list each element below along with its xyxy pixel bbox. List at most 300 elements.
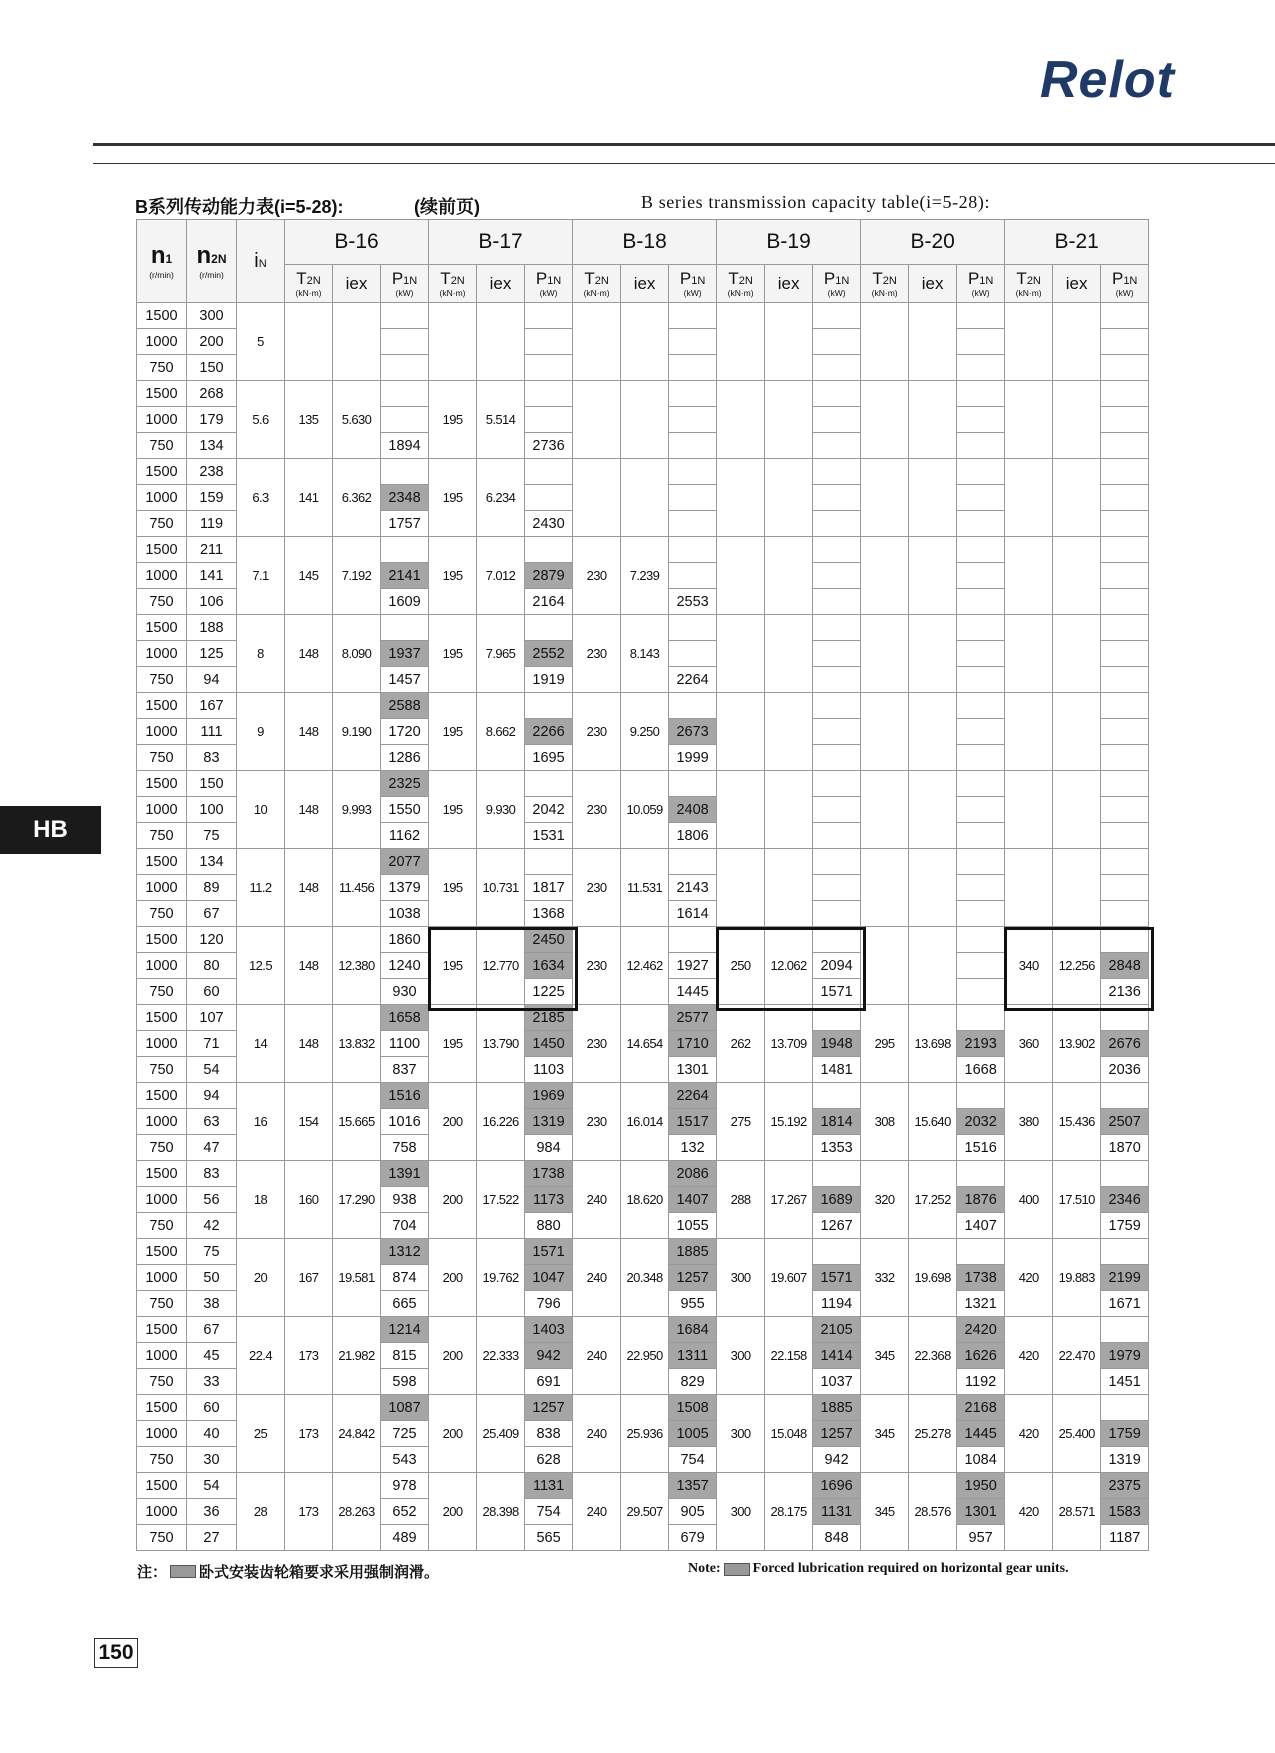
p1n-cell: 2375 [1101,1473,1149,1499]
iex-cell: 21.982 [333,1317,381,1395]
p1n-cell [669,563,717,589]
p1n-cell: 2199 [1101,1265,1149,1291]
p1n-cell: 2264 [669,1083,717,1109]
t2n-cell: 300 [717,1473,765,1551]
p1n-cell [957,797,1005,823]
t2n-cell: 173 [285,1317,333,1395]
t2n-cell [1005,849,1053,927]
t2n-cell: 148 [285,1005,333,1083]
p1n-cell [957,745,1005,771]
iex-cell [1053,303,1101,381]
n2-cell: 33 [187,1369,237,1395]
n1-cell: 750 [137,1057,187,1083]
p1n-cell: 1055 [669,1213,717,1239]
p1n-cell [1101,1161,1149,1187]
p1n-cell [1101,927,1149,953]
p1n-cell [525,615,573,641]
n2-cell: 75 [187,823,237,849]
t2n-cell: 167 [285,1239,333,1317]
p1n-cell: 1516 [957,1135,1005,1161]
p1n-cell: 1738 [957,1265,1005,1291]
p1n-cell [957,693,1005,719]
n2-cell: 67 [187,901,237,927]
n2-cell: 141 [187,563,237,589]
highlight-swatch [724,1563,750,1576]
t2n-cell: 340 [1005,927,1053,1005]
p1n-cell: 1450 [525,1031,573,1057]
p1n-cell [813,615,861,641]
p1n-cell [957,563,1005,589]
iex-header: iex [621,265,669,303]
title-cn: B系列传动能力表(i=5-28): [135,197,344,217]
t2n-cell [1005,771,1053,849]
p1n-cell: 1517 [669,1109,717,1135]
n1-cell: 1500 [137,1083,187,1109]
t2n-header: T2N (kN·m) [1005,265,1053,303]
p1n-cell: 1357 [669,1473,717,1499]
p1n-cell [525,329,573,355]
n1-cell: 750 [137,745,187,771]
ratio-cell: 14 [237,1005,285,1083]
p1n-cell: 1131 [813,1499,861,1525]
p1n-cell: 2879 [525,563,573,589]
model-header: B-19 [717,220,861,265]
p1n-cell: 1267 [813,1213,861,1239]
t2n-cell [573,381,621,459]
iex-cell: 24.842 [333,1395,381,1473]
t2n-header: T2N (kN·m) [573,265,621,303]
p1n-cell: 1860 [381,927,429,953]
n1-cell: 1500 [137,927,187,953]
table-row [137,693,1149,719]
n2-cell: 150 [187,355,237,381]
table-row [137,303,1149,329]
t2n-cell: 240 [573,1473,621,1551]
iex-cell: 7.965 [477,615,525,693]
header-rule-thin [93,163,1275,164]
iex-cell: 19.607 [765,1239,813,1317]
iex-cell: 13.698 [909,1005,957,1083]
p1n-cell: 2736 [525,433,573,459]
n2-cell: 36 [187,1499,237,1525]
iex-cell: 8.090 [333,615,381,693]
p1n-cell [813,849,861,875]
t2n-cell [717,459,765,537]
iex-cell [477,303,525,381]
p1n-cell [1101,901,1149,927]
p1n-cell: 1087 [381,1395,429,1421]
iex-cell: 17.267 [765,1161,813,1239]
n2-cell: 50 [187,1265,237,1291]
p1n-cell: 930 [381,979,429,1005]
t2n-cell [285,303,333,381]
p1n-cell [669,771,717,797]
iex-cell [333,303,381,381]
p1n-cell: 1084 [957,1447,1005,1473]
t2n-cell [717,615,765,693]
t2n-cell: 230 [573,1005,621,1083]
t2n-cell [861,849,909,927]
p1n-cell [381,355,429,381]
iex-cell: 20.348 [621,1239,669,1317]
iex-cell [909,303,957,381]
ratio-cell: 25 [237,1395,285,1473]
n1-cell: 750 [137,667,187,693]
p1n-cell [669,407,717,433]
t2n-cell: 360 [1005,1005,1053,1083]
iex-cell [1053,537,1101,615]
p1n-cell: 1403 [525,1317,573,1343]
iex-header: iex [765,265,813,303]
p1n-cell: 1407 [957,1213,1005,1239]
iex-cell: 28.263 [333,1473,381,1551]
n1-cell: 750 [137,901,187,927]
t2n-cell: 300 [717,1239,765,1317]
p1n-cell [1101,1005,1149,1031]
n1-cell: 750 [137,1525,187,1551]
p1n-cell: 1571 [525,1239,573,1265]
iex-header: iex [1053,265,1101,303]
iex-cell [765,849,813,927]
p1n-cell: 1634 [525,953,573,979]
table-row [137,1161,1149,1187]
t2n-header: T2N (kN·m) [285,265,333,303]
p1n-cell: 2036 [1101,1057,1149,1083]
p1n-cell: 1571 [813,979,861,1005]
p1n-cell: 978 [381,1473,429,1499]
iex-cell: 16.014 [621,1083,669,1161]
p1n-cell: 1626 [957,1343,1005,1369]
t2n-cell: 148 [285,927,333,1005]
p1n-cell: 1885 [813,1395,861,1421]
p1n-cell: 1311 [669,1343,717,1369]
t2n-cell: 308 [861,1083,909,1161]
p1n-cell [957,511,1005,537]
p1n-cell: 1187 [1101,1525,1149,1551]
iex-cell: 12.380 [333,927,381,1005]
p1n-cell [1101,771,1149,797]
p1n-cell: 704 [381,1213,429,1239]
p1n-cell [669,927,717,953]
p1n-cell [813,1161,861,1187]
p1n-cell [669,485,717,511]
iex-cell: 25.400 [1053,1395,1101,1473]
p1n-cell [957,615,1005,641]
p1n-cell: 1817 [525,875,573,901]
t2n-cell [717,693,765,771]
brand-logo: Relot [1040,51,1175,109]
iex-cell: 11.456 [333,849,381,927]
p1n-cell: 1684 [669,1317,717,1343]
t2n-cell [861,693,909,771]
n2-cell: 106 [187,589,237,615]
iex-cell [621,381,669,459]
t2n-cell: 345 [861,1473,909,1551]
iex-cell [909,927,957,1005]
p1n-cell [669,355,717,381]
iex-cell: 7.239 [621,537,669,615]
in-header: iN [237,220,285,303]
iex-cell: 15.436 [1053,1083,1101,1161]
p1n-cell [957,953,1005,979]
p1n-cell [669,459,717,485]
n2-cell: 200 [187,329,237,355]
n1-cell: 750 [137,589,187,615]
p1n-cell: 1937 [381,641,429,667]
table-row [137,1083,1149,1109]
n2-cell: 268 [187,381,237,407]
iex-cell: 11.531 [621,849,669,927]
ratio-cell: 20 [237,1239,285,1317]
section-tab: HB [0,806,101,854]
t2n-cell: 230 [573,537,621,615]
p1n-cell [525,459,573,485]
t2n-cell [717,303,765,381]
p1n-cell: 1257 [669,1265,717,1291]
t2n-cell: 200 [429,1161,477,1239]
iex-cell [909,381,957,459]
iex-cell: 10.059 [621,771,669,849]
iex-cell [909,693,957,771]
iex-cell [765,771,813,849]
t2n-cell: 230 [573,771,621,849]
n2-cell: 107 [187,1005,237,1031]
t2n-cell: 230 [573,693,621,771]
t2n-cell [1005,459,1053,537]
iex-cell: 28.398 [477,1473,525,1551]
p1n-cell [669,641,717,667]
p1n-cell: 984 [525,1135,573,1161]
iex-cell: 17.522 [477,1161,525,1239]
p1n-cell: 1979 [1101,1343,1149,1369]
ratio-cell: 8 [237,615,285,693]
iex-cell [909,459,957,537]
iex-cell: 7.012 [477,537,525,615]
p1n-cell: 1870 [1101,1135,1149,1161]
p1n-cell [957,1239,1005,1265]
n1-cell: 1000 [137,1421,187,1447]
t2n-cell: 148 [285,615,333,693]
n1-cell: 1000 [137,563,187,589]
n2-header: n2N (r/min) [187,220,237,303]
p1n-cell [957,927,1005,953]
t2n-cell: 148 [285,849,333,927]
p1n-cell: 628 [525,1447,573,1473]
iex-cell: 12.462 [621,927,669,1005]
p1n-cell [1101,823,1149,849]
p1n-cell: 1814 [813,1109,861,1135]
model-header: B-21 [1005,220,1149,265]
p1n-cell: 1451 [1101,1369,1149,1395]
t2n-cell: 200 [429,1395,477,1473]
p1n-cell: 1445 [669,979,717,1005]
p1n-cell [957,329,1005,355]
p1n-cell: 565 [525,1525,573,1551]
t2n-cell: 240 [573,1239,621,1317]
p1n-cell [525,485,573,511]
ratio-cell: 5.6 [237,381,285,459]
p1n-cell [1101,303,1149,329]
p1n-cell: 2676 [1101,1031,1149,1057]
n2-cell: 42 [187,1213,237,1239]
p1n-cell [1101,797,1149,823]
n1-cell: 1000 [137,1109,187,1135]
t2n-cell: 230 [573,849,621,927]
p1n-cell: 1927 [669,953,717,979]
t2n-cell [1005,693,1053,771]
iex-cell: 17.252 [909,1161,957,1239]
t2n-cell: 288 [717,1161,765,1239]
iex-header: iex [909,265,957,303]
iex-cell: 7.192 [333,537,381,615]
p1n-cell [813,771,861,797]
table-row [137,381,1149,407]
p1n-cell: 1948 [813,1031,861,1057]
p1n-cell [381,407,429,433]
n2-cell: 45 [187,1343,237,1369]
n2-cell: 40 [187,1421,237,1447]
n2-cell: 54 [187,1057,237,1083]
model-header: B-20 [861,220,1005,265]
iex-cell [765,537,813,615]
p1n-cell [1101,1083,1149,1109]
p1n-cell: 1695 [525,745,573,771]
p1n-cell: 815 [381,1343,429,1369]
iex-cell: 8.143 [621,615,669,693]
table-row [137,1317,1149,1343]
p1n-cell: 1214 [381,1317,429,1343]
t2n-cell: 195 [429,537,477,615]
p1n-header: P1N (kW) [381,265,429,303]
iex-cell: 15.665 [333,1083,381,1161]
iex-cell: 13.709 [765,1005,813,1083]
p1n-cell [381,381,429,407]
ratio-cell: 6.3 [237,459,285,537]
p1n-cell [1101,849,1149,875]
iex-cell: 22.470 [1053,1317,1101,1395]
p1n-cell [381,303,429,329]
iex-cell: 25.936 [621,1395,669,1473]
p1n-cell [1101,589,1149,615]
p1n-cell: 848 [813,1525,861,1551]
n1-cell: 750 [137,1213,187,1239]
iex-cell [1053,459,1101,537]
p1n-cell: 2507 [1101,1109,1149,1135]
iex-cell: 5.630 [333,381,381,459]
iex-cell: 15.048 [765,1395,813,1473]
p1n-cell [1101,563,1149,589]
p1n-cell: 1668 [957,1057,1005,1083]
p1n-cell [813,927,861,953]
p1n-cell [669,303,717,329]
n2-cell: 60 [187,979,237,1005]
p1n-cell: 2077 [381,849,429,875]
iex-cell: 15.192 [765,1083,813,1161]
iex-cell: 22.333 [477,1317,525,1395]
t2n-cell: 230 [573,615,621,693]
p1n-cell: 1885 [669,1239,717,1265]
p1n-cell [1101,1395,1149,1421]
p1n-cell [813,485,861,511]
iex-cell: 28.175 [765,1473,813,1551]
p1n-cell: 1301 [957,1499,1005,1525]
iex-cell: 19.762 [477,1239,525,1317]
t2n-header: T2N (kN·m) [429,265,477,303]
p1n-cell: 1240 [381,953,429,979]
p1n-cell [957,719,1005,745]
p1n-cell: 829 [669,1369,717,1395]
n1-cell: 1500 [137,693,187,719]
p1n-cell [957,771,1005,797]
p1n-cell: 1391 [381,1161,429,1187]
p1n-cell: 1571 [813,1265,861,1291]
t2n-cell [861,303,909,381]
ratio-cell: 22.4 [237,1317,285,1395]
t2n-cell: 173 [285,1395,333,1473]
iex-cell [1053,615,1101,693]
n1-cell: 1000 [137,1343,187,1369]
page-number: 150 [94,1638,138,1668]
p1n-cell [813,511,861,537]
t2n-cell: 195 [429,849,477,927]
p1n-cell [1101,459,1149,485]
p1n-cell [1101,1317,1149,1343]
n1-cell: 1500 [137,1239,187,1265]
p1n-cell [813,459,861,485]
n1-cell: 750 [137,511,187,537]
n1-cell: 1000 [137,485,187,511]
t2n-cell: 195 [429,927,477,1005]
p1n-cell: 955 [669,1291,717,1317]
iex-cell: 16.226 [477,1083,525,1161]
p1n-cell [957,667,1005,693]
p1n-cell [525,381,573,407]
iex-cell [1053,849,1101,927]
model-header: B-16 [285,220,429,265]
p1n-cell: 2086 [669,1161,717,1187]
t2n-cell: 275 [717,1083,765,1161]
p1n-cell: 1583 [1101,1499,1149,1525]
p1n-cell: 1999 [669,745,717,771]
p1n-cell [813,1239,861,1265]
p1n-cell [1101,615,1149,641]
iex-cell [765,303,813,381]
n1-cell: 1500 [137,615,187,641]
ratio-cell: 5 [237,303,285,381]
n2-cell: 63 [187,1109,237,1135]
iex-cell [1053,771,1101,849]
n1-cell: 1000 [137,719,187,745]
n2-cell: 60 [187,1395,237,1421]
n2-cell: 119 [187,511,237,537]
t2n-cell: 420 [1005,1239,1053,1317]
iex-cell [909,771,957,849]
t2n-cell [1005,537,1053,615]
n1-cell: 1500 [137,771,187,797]
iex-cell: 17.290 [333,1161,381,1239]
iex-cell [765,381,813,459]
p1n-cell: 1614 [669,901,717,927]
n1-cell: 750 [137,1291,187,1317]
p1n-cell [813,537,861,563]
p1n-cell: 1257 [525,1395,573,1421]
t2n-cell [861,459,909,537]
p1n-cell [1101,407,1149,433]
p1n-header: P1N (kW) [525,265,573,303]
p1n-cell [957,407,1005,433]
p1n-cell [957,823,1005,849]
n1-cell: 750 [137,1447,187,1473]
